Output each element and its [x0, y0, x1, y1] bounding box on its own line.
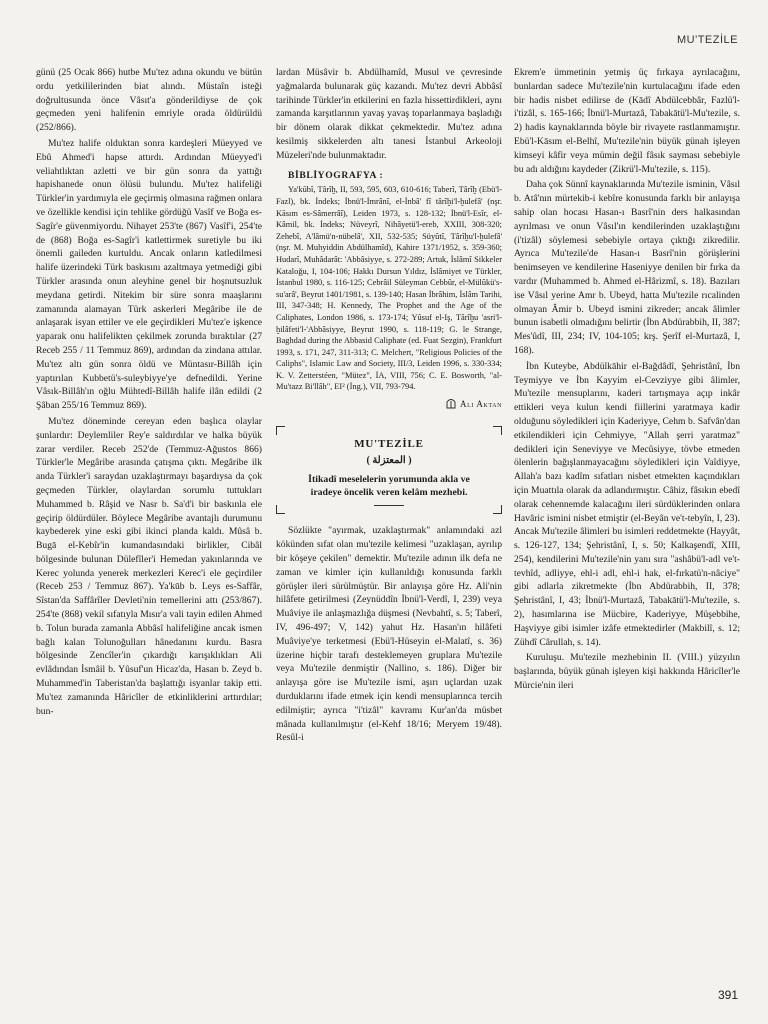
running-title: MU'TEZİLE: [677, 34, 738, 46]
page-number: 391: [717, 988, 738, 1002]
author-signature: [276, 397, 502, 412]
author-name: Ali Aktan: [460, 399, 502, 410]
paragraph: Kuruluşu. Mu'tezile mezhebinin II. (VIII.) yüzyılın başlarında, büyük günah işleyen kişi hakkında Hâricîler'le Mürcie'nin ileri: [514, 652, 740, 692]
column-1: [36, 66, 262, 996]
paragraph: günü (25 Ocak 866) hutbe Mu'tez adına okundu ve bütün ordu yetkililerinden biat alındı. Müstaîn isteği doğrultusunda önce Vâsıt'a gönderildiyse de çok geçmeden yeni halifenin emriyle orada öldürüldü (252/866).: [36, 67, 262, 134]
paragraph: Daha çok Sünnî kaynaklarında Mu'tezile isminin, Vâsıl b. Atâ'nın mürtekib-i kebîre konusunda farklı bir anlayışa sahip olan hocası Hasan-ı Basrî'nin ders halkasından ayrılması ve onun Vâsıl'ın kendilerinden uzaklaştığını (i'tizâl) söylemesi sebebiyle ortaya çıktığı zikredilir. Ayrıca Mu'tezile'de Hasan-ı Basrî'nin görüşlerini benimseyen ve kendilerine Haseniyye denilen bir fırka da vardır (Muhammed b. Ahmed el-Hârizmî, s. 18). Bazıları ise Vâsıl yerine Amr b. Ubeyd, hatta Mu'tezile rıcalinden olmayan Âmir b. Ubeyd ismini zikreder; ancak âlimler bunun isabetli olmadığını belirtir (İbn Abdürabbih, II, 387; Mes'ûdî, III, 234; IV, 104-105; krş. Şerîf el-Murtazâ, I, 168).: [514, 179, 740, 356]
entry-title: MU'TEZİLE: [354, 437, 424, 450]
column-3: [514, 66, 740, 996]
column-2: [276, 66, 502, 996]
paragraph: Sözlükte "ayırmak, uzaklaştırmak" anlamındaki azl kökünden sıfat olan mu'tezile kelimesi "uzaklaşan, ayrılıp bir köşeye çekilen" demektir. Mu'tezile adının ilk defa ne zaman ve kimler için kullanıldığı konusunda farklı görüşler ileri sürülmüştür. Bir anlayışa göre Hz. Ali'nin hilâfete getirilmesi (Zeynüddîn İbnü'l-Verdî, I, 239) veya Muâviye ile anlaşmazlığa düşmesi (Nevbahtî, s. 5; Taberî, IV, 496-497; V, 142) yahut Hz. Hasan'ın hilâfeti Muâviye'ye terketmesi (Ebü'l-Hüseyin el-Malatî, s. 36) üzerine hiçbir tarafı desteklemeyen gruplara Mu'tezile veya Mu'tezile denmiştir (Nallino, s. 186). Diğer bir anlayışa göre ise Mu'tezile ismi, aşırı uçlardan uzak durduklarını ifade etmek için kendi mensuplarınca tercih edilmiştir; ayrıca "i'tizâl" kavramı Kur'an'da müsbet mânada kullanılmıştır (el-Kehf 18/16; Meryem 19/48). Resûl-i: [276, 525, 502, 744]
paragraph: İbn Kuteybe, Abdülkāhir el-Bağdâdî, Şehristânî, İbn Teymiyye ve İbn Kayyim el-Cevziyye gibi âlimler, Mu'tezile mensuplarını, kaderi tartışmaya açıp inkâr ettikleri veya kulun kendi fiillerini yaratmaya kadir olduğunu söyledikleri için Kaderiyye, Cehm b. Safvân'dan etkilendikleri için Cehmiyye, "Allah şerri yaratmaz" dedikleri için Seneviyye ve Mecûsiyye, tövbe etmeden ölenlerin bağışlanmayacağını söyledikleri için Vaîdiyye, Allah'a bazı kadîm sıfatları nisbet etmekten kaçındıkları için Muattıla olarak da adlandırmıştır. Câhiz, fâsıkın ebedî olarak cehennemde kalacağını ileri sürdüklerinden onlara Havâric ismini nisbet etmiştir (el-Beyân ve't-tebyîn, I, 23). Ancak Mu'tezile âlimleri bu isimleri reddetmekte (Hayyât, s. 126-127, 134; Şehristânî, I, s. 50; Kalkaşendî, XIII, 254), kendilerini Mu'tezile'nin yanı sıra "ashâbü'l-adl ve't-tevhîd, adliyye, ehl-i adl, ehl-i hak, el-fırkatü'n-nâciye" gibi adlarla zikretmekte (İbn Abdürabbih, II, 378; Şehristânî, I, 43; İbnü'l-Murtazâ, Tabakātü'l-Mu'tezile, s. 2), hasımlarına ise Mücbire, Kaderiyye, Müşebbihe, Haşviyye gibi isimler izâfe etmektedirler (Makbilî, s. 12; Zühdî Cârullah, s. 14).: [514, 360, 740, 648]
paragraph: lardan Müsâvir b. Abdülhamîd, Musul ve çevresinde yağmalarda bulunarak güç kazandı. Mu'tez devri Abbâsî tarihinde Türkler'in etkilerini en fazla hissettirdikleri, aynı zamanda karşıtlarının yavaş yavaş toparlanmaya başladığı bir dönem olarak dikkat çekmektedir. Mu'tez adına kesilmiş sikkelerden altı tanesi İstanbul Arkeoloji Müzeleri'nde bulunmaktadır.: [276, 67, 502, 161]
bibliography-text: Ya'kūbî, Târîḫ, II, 593, 595, 603, 610-616; Taberî, Târîḫ (Ebü'l-Fazl), bk. İndeks; İbnü'l-İmrânî, el-İnbâ' fî târîḫi'l-ḫulefâ' (nşr. Kāsım es-Sâmerrâî), Leiden 1973, s. 128-132; İbnü'l-Esîr, el-Kâmil, bk. İndeks; Nüveyrî, Nihâyetü'l-ereb, XXIII, 308-320; Zehebî, A'lâmü'n-nübelâ', XII, 532-535; Süyûtî, Târîḫu'l-ḫulefâ' (nşr. M. Muhyiddin Abdülhamîd), Kahire 1371/1952, s. 359-360; Hudarî, Muhâdarât: 'Abbâsiyye, s. 272-289; Artuk, İslâmî Sikkeler Kataloğu, I, 104-106; Hakkı Dursun Yıldız, İslâmiyet ve Türkler, İstanbul 1980, s. 116-125; Cebrâil Süleyman Cebbûr, el-Mülûkü's-su'arâ', Beyrut 1401/1981, s. 139-140; Hasan İbrâhim, İslâm Tarihi, III, 347-348; H. Kennedy, The Prophet and the Age of the Caliphates, London 1986, s. 173-174; Yûsuf el-Iş, Târîḫu 'asri'l-ḫilâfeti'l-'Abbâsiyye, Beyrut 1990, s. 118-119; G. le Strange, Baghdad during the Abbasid Caliphate (ed. Fuat Sezgin), Frankfurt 1993, s. 171, 247, 311-313; C. Melchert, "Religious Policies of the Caliphs", Islamic Law and Society, III/3, Leiden 1996, s. 330-334; K. V. Zetterstéen, "Mütez", İA, VIII, 756; C. E. Bosworth, "al-Mu'tazz Bi'llâh", EI² (İng.), VII, 793-794.: [276, 185, 502, 392]
bibliography-heading: BİBLİYOGRAFYA :: [288, 169, 384, 181]
paragraph: Mu'tez halife olduktan sonra kardeşleri Müeyyed ve Ebû Ahmed'i hapse attırdı. Ardından Müeyyed'i veliahtlıktan azletti ve bir gün sonra da yattığı hapishanede onun ölüsü bulundu. Mu'tez halifeliği Türkler'in yardımıyla ele geçirmiş olmasına rağmen onlara ve özellikle kendisi için tehlike gördüğü Vasîf ve Boğa es-Sagîr'e güvenmiyordu. Nihayet 253'te (867) Vasîf'i, 254'te de (868) Boğa es-Sagîr'i katlettirmek suretiyle bu iki önemli gaileden kurtuldu. Ancak onların katledilmesi halife üzerindeki Türk baskısını azaltmaya yetmediği gibi Türkler arasında onun aleyhine genel bir hoşnutsuzluk meydana getirdi. Nitekim bir süre sonra maaşlarını zamanında alamayan Türk askerleri Megâribe ile de anlaşarak isyan ettiler ve ele geçirdikleri Mu'tez'e işkence yaparak onu halifelikten çekilmek zorunda bıraktılar (27 Receb 255 / 11 Temmuz 869), ardından da zindana attılar. Mu'tez altı gün sonra öldü ve Müntasır-Billâh için yaptırılan Kubbetü's-suleybiyye'ye defnedildi. Yerine Vâsık-Billâh'ın oğlu Mühtedî-Billâh halife ilân edildi (2 Şâban 255/16 Temmuz 869).: [36, 137, 262, 412]
entry-definition: İtikadî meselelerin yorumunda akla ve iradeye öncelik veren kelâm mezhebi.: [308, 474, 470, 499]
paragraph: Ekrem'e ümmetinin yetmiş üç fırkaya ayrılacağını, bunlardan sadece Mu'tezile'nin kurtulacağını ifade eden bir hadis nisbet edilirse de (Kādî Abdülcebbâr, Fazlü'l-i'tizâl, s. 165-166; İbnü'l-Murtazâ, Tabakātü'l-Mu'tezile, s. 2) hadis kaynaklarında böyle bir rivayete rastlanmamıştır. Ebü'l-Kāsım el-Belhî, Mu'tezile'nin büyük günah işleyen kimseyi kâfir veya mümin değil fâsık sayması sebebiyle bu adı aldığını kaydeder (Zikrü'l-Mu'tezile, s. 115).: [514, 67, 740, 175]
publisher-logo-icon: [446, 397, 456, 409]
paragraph: Mu'tez döneminde cereyan eden başlıca olaylar şunlardır: Deylemliler Rey'e saldırdılar ve halka büyük zarar verdiler. Receb 252'de (Temmuz-Ağustos 866) Türkler'le Megâribe arasında çatışma çıktı. Megâribe ilk anda Türkler'i saraydan uzaklaştırmayı başardıysa da çok geçmeden Türkler, olaylardan sorumlu tuttukları Muhammed b. Râşid ve Nasr b. Sa'd'i bir baskınla ele geçirip öldürdüler. Böylece Megâribe avantajlı durumunu kaybederek yine eski gibi ikinci planda kaldı. Mûsâ b. Bugā el-Kebîr'in kumandasındaki birlikler, Cibâl bölgesinde bulunan Dülefîler'i Hemedan yakınlarında ve Kerec yolunda yenerek merkezleri Kerec'i ele geçirdiler (Receb 253 / Temmuz 867). Ya'kūb b. Leys es-Saffâr, Sîstan'da Saffârîler Devleti'nin temellerini attı (253/867). 254'te (868) vekil sıfatıyla Mısır'a vali tayin edilen Ahmed b. Tolun burada zamanla Abbâsî halifeliğine ancak ismen bağlı kalan Tolunoğulları hânedanını kurdu. Basra bölgesinde Zencîler'in çıkardığı karışıklıkları Ali evlâdından İsmâil b. Yûsuf'un Hicaz'da, Hasan b. Zeyd b. Muhammed'in Taberistan'da başlattığı isyanlar takip etti. Mu'tez zamanında Hâricîler de etkinliklerini arttırdılar; bun-: [36, 415, 262, 717]
divider: [374, 505, 404, 506]
entry-arabic-title: ( المعتزلة ): [366, 454, 412, 466]
entry-header-box: [276, 426, 502, 515]
